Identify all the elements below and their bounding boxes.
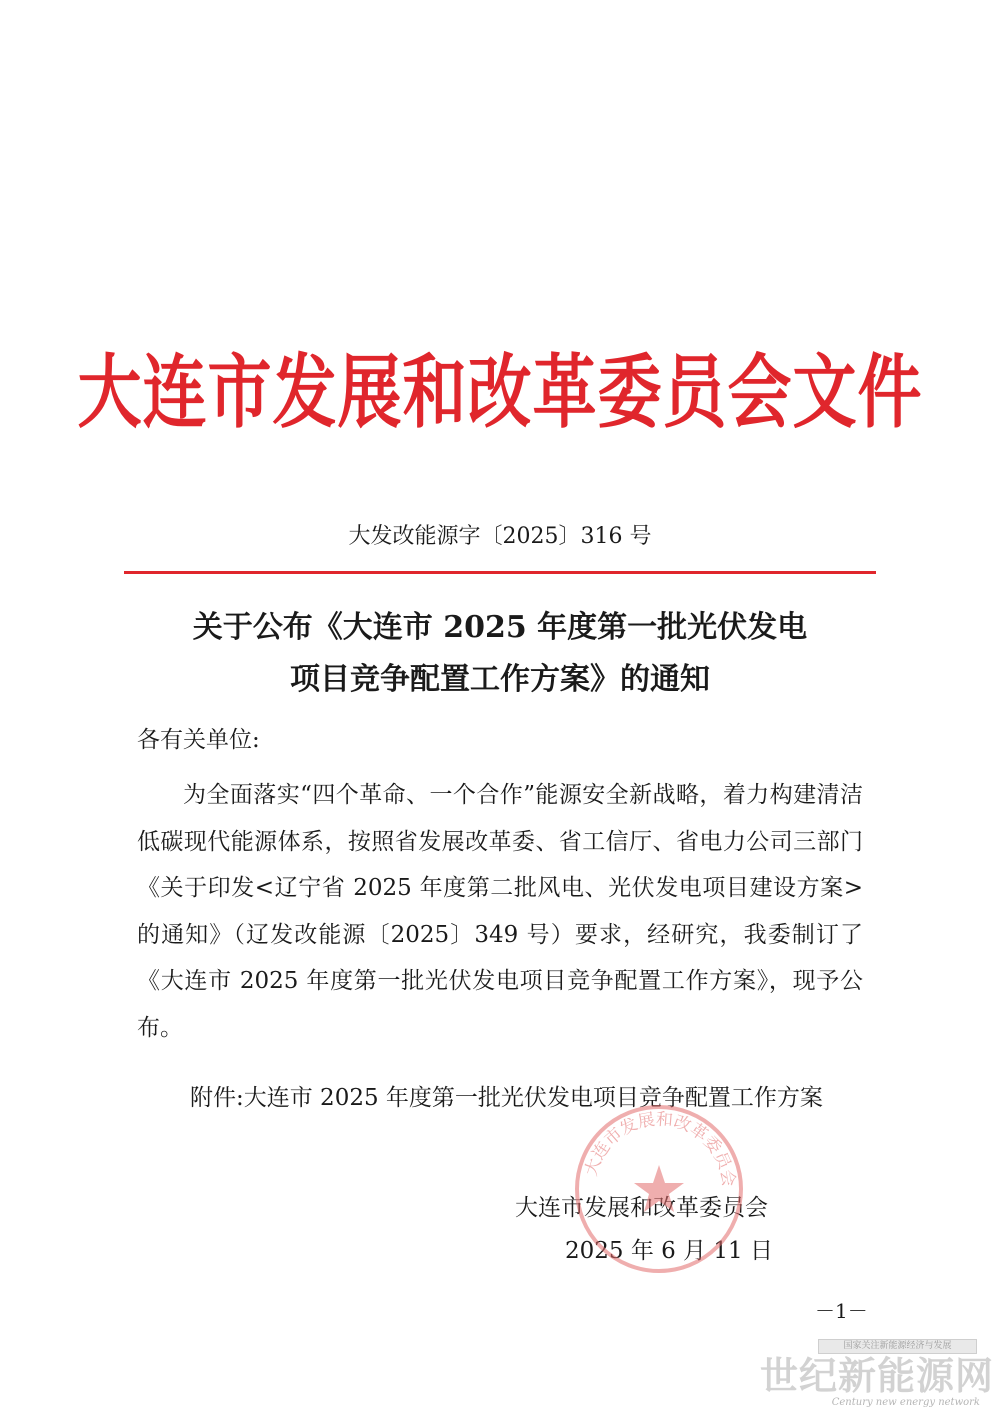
document-masthead: 大连市发展和改革委员会文件 xyxy=(77,346,923,440)
issuer-name: 大连市发展和改革委员会 xyxy=(515,1195,768,1221)
body-text xyxy=(137,772,863,1051)
page-number: －1－ xyxy=(815,1299,868,1323)
issue-date: 2025 年 6 月 11 日 xyxy=(565,1238,773,1264)
attachment-line xyxy=(190,1075,865,1121)
official-seal-icon xyxy=(573,1103,745,1275)
red-divider-line xyxy=(124,571,876,574)
attachment-label: 附件: xyxy=(190,1085,244,1111)
notice-title-line-1: 关于公布《大连市 2025 年度第一批光伏发电 xyxy=(192,610,808,645)
seal-text: 大连市发展和改革委员会 xyxy=(581,1109,739,1189)
body-paragraph: 为全面落实“四个革命、一个合作”能源安全新战略，着力构建清洁低碳现代能源体系，按照省发展改革委、省工信厅、省电力公司三部门《关于印发<辽宁省 2025 年度第二批风电、光伏发电项目建设方案>的通知》（辽发改能源〔2025〕349 号）要求，经研究，我委制订了《大连市 2025 年度第一批光伏发电项目竞争配置工作方案》，现予公布。 xyxy=(137,782,863,1041)
seal-star xyxy=(634,1165,684,1212)
notice-title xyxy=(0,602,1000,706)
watermark-logo-text: 世纪新能源网 xyxy=(760,1354,995,1398)
notice-title-line-2: 项目竞争配置工作方案》的通知 xyxy=(290,662,710,697)
salutation: 各有关单位: xyxy=(137,727,260,753)
document-number: 大发改能源字〔2025〕316 号 xyxy=(348,524,652,549)
attachment-text: 大连市 2025 年度第一批光伏发电项目竞争配置工作方案 xyxy=(243,1085,823,1111)
watermark-english: Century new energy network xyxy=(831,1397,980,1408)
watermark-tagline: 国家关注新能源经济与发展 xyxy=(818,1339,977,1354)
